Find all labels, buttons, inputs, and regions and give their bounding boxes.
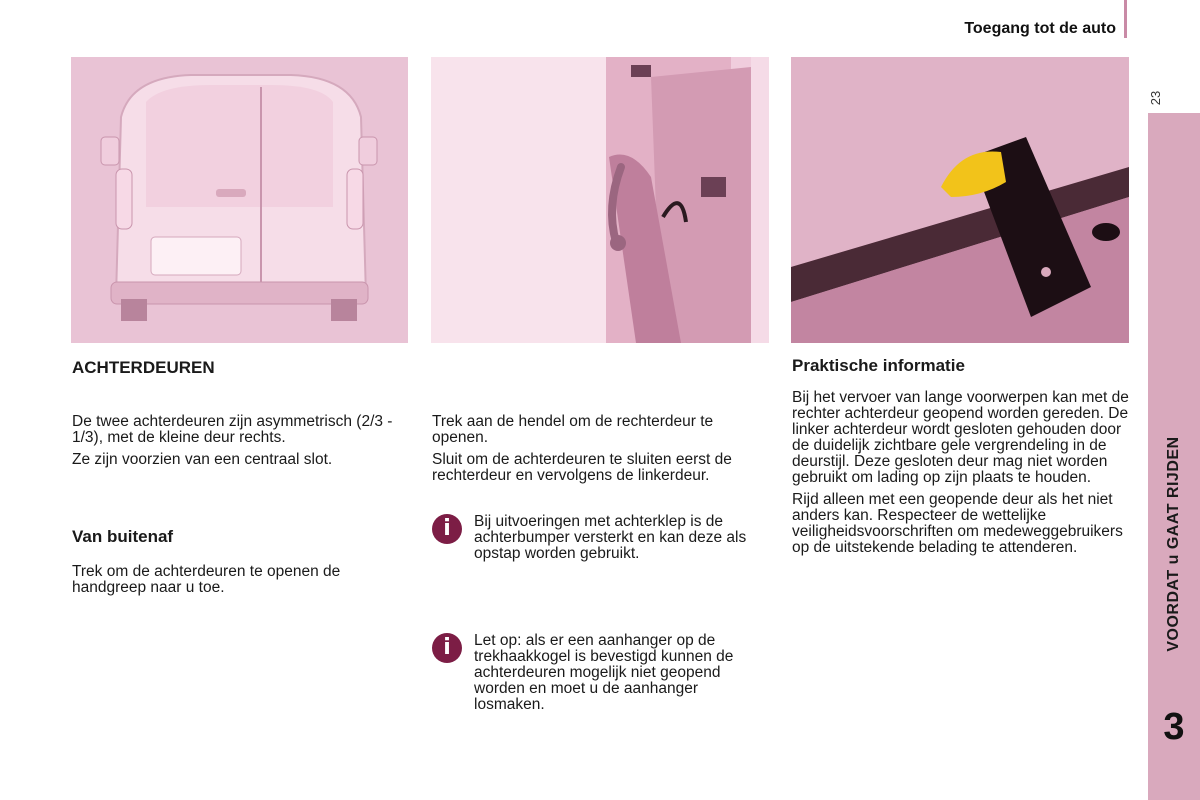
paragraph: Bij het vervoer van lange voorwerpen kan met de rechter achterdeur geopend worden gereden. De linker achterdeur wordt gesloten gehouden door de duidelijk zichtbare gele vergrendeling in de deurstijl. Deze gesloten deur mag niet worden gebruikt om lading op zijn plaats te houden.	[792, 389, 1129, 486]
column-1-body-2	[72, 564, 412, 602]
section-heading-achterdeuren: ACHTERDEUREN	[72, 358, 215, 377]
running-header: Toegang tot de auto	[964, 20, 1116, 37]
column-3	[792, 358, 1132, 374]
column-1-body	[72, 414, 412, 474]
chapter-number: 3	[1163, 706, 1185, 748]
column-1	[72, 360, 412, 376]
paragraph: Rijd alleen met een geopende deur als het niet anders kan. Respecteer de wettelijke veiligheidsvoorschriften om medeweggebruikers op de uitstekende belading te attenderen.	[792, 491, 1123, 556]
section-heading-praktische-informatie: Praktische informatie	[792, 356, 965, 375]
page-number: 23	[1148, 90, 1163, 106]
info-note-2	[432, 633, 772, 723]
chapter-title: VOORDAT u GAAT RIJDEN	[1165, 436, 1182, 652]
column-2-body	[432, 414, 767, 490]
paragraph: Trek aan de hendel om de rechterdeur te openen.	[432, 413, 714, 446]
info-icon: i	[432, 514, 462, 544]
paragraph: Sluit om de achterdeuren te sluiten eerst de rechterdeur en vervolgens de linkerdeur.	[432, 451, 732, 484]
info-note-1	[432, 514, 772, 574]
header-divider	[1124, 0, 1127, 38]
subheading-van-buitenaf: Van buitenaf	[72, 527, 174, 546]
door-handle-illustration	[431, 57, 769, 343]
info-text: Bij uitvoeringen met achterklep is de achterbumper versterkt en kan deze als opstap worden gebruikt.	[474, 513, 747, 562]
info-text: Let op: als er een aanhanger op de trekhaakkogel is bevestigd kunnen de achterdeuren mogelijk niet geopend worden en moet u de aanhanger losmaken.	[474, 632, 734, 713]
info-icon: i	[432, 633, 462, 663]
paragraph: Ze zijn voorzien van een centraal slot.	[72, 451, 333, 468]
column-3-body	[792, 390, 1132, 562]
door-lock-detail-illustration	[791, 57, 1129, 343]
paragraph: Trek om de achterdeuren te openen de handgreep naar u toe.	[72, 563, 341, 596]
rear-doors-illustration	[71, 57, 408, 343]
column-1-sub	[72, 529, 412, 545]
paragraph: De twee achterdeuren zijn asymmetrisch (2/3 - 1/3), met de kleine deur rechts.	[72, 413, 393, 446]
